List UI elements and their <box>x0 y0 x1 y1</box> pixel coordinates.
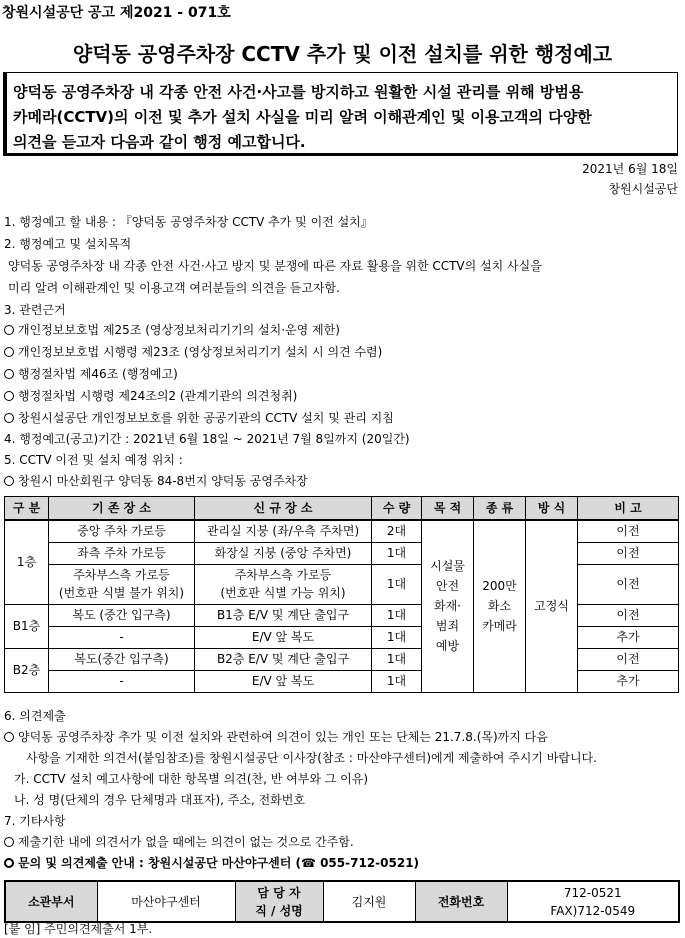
type-cell: 200만 화소 카메라 <box>474 520 526 692</box>
purpose-cell: 시설물 안전 화재· 범죄 예방 <box>422 520 474 692</box>
circle-bullet-icon <box>4 476 14 486</box>
quantity: 1대 <box>372 670 422 692</box>
new-location: B1층 E/V 및 계단 출입구 <box>195 604 372 626</box>
note: 추가 <box>578 626 679 648</box>
old-location: 복도(중간 입구측) <box>49 648 195 670</box>
method-cell: 고정식 <box>526 520 578 692</box>
opinion-text: 양덕동 공영주차장 추가 및 이전 설치와 관련하여 의견이 있는 개인 또는 단체는 21.7.8.(목)까지 다음 <box>4 729 548 745</box>
department-table <box>4 880 680 923</box>
table-header: 종 류 <box>474 497 526 521</box>
section-3-heading: 3. 관련근거 <box>4 303 66 317</box>
circle-bullet-icon <box>4 325 14 335</box>
old-location: 복도 (중간 입구측) <box>49 604 195 626</box>
table-header: 방 식 <box>526 497 578 521</box>
table-header: 구 분 <box>5 497 49 521</box>
intro-box <box>3 72 678 156</box>
floor-cell: B1층 <box>5 604 49 648</box>
location-item: 창원시 마산회원구 양덕동 84-8번지 양덕동 공영주차장 <box>4 473 308 489</box>
quantity: 1대 <box>372 626 422 648</box>
intro-line: 양덕동 공영주차장 내 각종 안전 사건·사고를 방지하고 원활한 시설 관리를 위해 방범용 <box>13 83 584 101</box>
new-location: B2층 E/V 및 계단 출입구 <box>195 648 372 670</box>
old-location: 주차부스측 가로등 (번호판 식별 불가 위치) <box>49 564 195 604</box>
section-2-body: 양덕동 공영주차장 내 각종 안전 사건·사고 방지 및 분쟁에 따른 자료 활용을 위한 CCTV의 설치 사실을 <box>8 259 542 273</box>
section-1: 1. 행정예고 할 내용 : 『양덕동 공영주차장 CCTV 추가 및 이전 설치』 <box>4 215 373 229</box>
circle-bullet-icon <box>4 837 14 847</box>
section-7-heading: 7. 기타사항 <box>4 814 66 828</box>
new-location: 화장실 지붕 (중앙 주차면) <box>195 542 372 564</box>
circle-bullet-icon <box>4 732 14 742</box>
staff-value: 김지원 <box>323 881 415 922</box>
basis-item: 개인정보보호법 시행령 제23조 (영상정보처리기기 설치 시 의견 수렴) <box>4 344 382 360</box>
circle-bullet-icon <box>4 347 14 357</box>
dept-value: 마산야구센터 <box>97 881 235 922</box>
section-6-heading: 6. 의견제출 <box>4 709 66 723</box>
new-location: 주차부스측 가로등 (번호판 식별 가능 위치) <box>195 564 372 604</box>
table-header: 신 규 장 소 <box>195 497 372 521</box>
quantity: 1대 <box>372 564 422 604</box>
opinion-item: 나. 성 명(단체의 경우 단체명과 대표자), 주소, 전화번호 <box>14 793 305 807</box>
basis-item: 개인정보보호법 제25조 (영상정보처리기기의 설치·운영 제한) <box>4 322 340 338</box>
floor-cell: 1층 <box>5 520 49 604</box>
cctv-table <box>4 496 679 693</box>
quantity: 1대 <box>372 542 422 564</box>
intro-line: 의견을 듣고자 다음과 같이 행정 예고합니다. <box>13 133 306 151</box>
issuing-org: 창원시설공단 <box>608 182 678 196</box>
circle-bullet-icon <box>4 391 14 401</box>
note: 이전 <box>578 520 679 542</box>
section-2-heading: 2. 행정예고 및 설치목적 <box>4 237 132 251</box>
basis-item: 행정절차법 제46조 (행정예고) <box>4 366 178 382</box>
note: 이전 <box>578 542 679 564</box>
staff-label: 담 당 자 직 / 성명 <box>235 881 323 922</box>
table-header: 목 적 <box>422 497 474 521</box>
table-header: 비 고 <box>578 497 679 521</box>
phone-label: 전화번호 <box>415 881 507 922</box>
note: 이전 <box>578 564 679 604</box>
section-4: 4. 행정예고(공고)기간 : 2021년 6월 18일 ~ 2021년 7월 8일까지 (20일간) <box>4 432 410 446</box>
note: 이전 <box>578 604 679 626</box>
new-location: E/V 앞 복도 <box>195 626 372 648</box>
quantity: 2대 <box>372 520 422 542</box>
dept-label: 소관부서 <box>5 881 97 922</box>
note: 추가 <box>578 670 679 692</box>
floor-cell: B2층 <box>5 648 49 692</box>
section-2-body: 미리 알려 이해관계인 및 이용고객 여러분들의 의견을 듣고자함. <box>8 281 340 295</box>
quantity: 1대 <box>372 648 422 670</box>
basis-item: 행정절차법 시행령 제24조의2 (관계기관의 의견청취) <box>4 388 297 404</box>
section-5-heading: 5. CCTV 이전 및 설치 예정 위치 : <box>4 453 183 467</box>
old-location: - <box>49 670 195 692</box>
quantity: 1대 <box>372 604 422 626</box>
other-note: 제출기한 내에 의견서가 없을 때에는 의견이 없는 것으로 간주함. <box>4 834 354 850</box>
opinion-item: 가. CCTV 설치 예고사항에 대한 항목별 의견(찬, 반 여부와 그 이유) <box>14 772 369 786</box>
phone-value: 712-0521 FAX)712-0549 <box>507 881 679 922</box>
intro-line: 카메라(CCTV)의 이전 및 추가 설치 사실을 미리 알려 이해관계인 및 이용고객의 다양한 <box>13 108 592 126</box>
old-location: 중앙 주차 가로등 <box>49 520 195 542</box>
table-header: 기 존 장 소 <box>49 497 195 521</box>
old-location: 좌측 주차 가로등 <box>49 542 195 564</box>
opinion-text: 사항을 기재한 의견서(붙임참조)를 창원시설공단 이사장(참조 : 마산야구센터)에게 제출하여 주시기 바랍니다. <box>26 751 597 765</box>
circle-bullet-icon <box>4 413 14 423</box>
contact-info: 문의 및 의견제출 안내 : 창원시설공단 마산야구센터 (☎ 055-712-0521) <box>4 855 419 871</box>
table-header: 수 량 <box>372 497 422 521</box>
basis-item: 창원시설공단 개인정보보호를 위한 공공기관의 CCTV 설치 및 관리 지침 <box>4 410 394 426</box>
notice-date: 2021년 6월 18일 <box>582 162 678 176</box>
new-location: E/V 앞 복도 <box>195 670 372 692</box>
circle-bullet-icon <box>4 858 14 868</box>
notice-number: 창원시설공단 공고 제2021 - 071호 <box>2 5 231 21</box>
page-title: 양덕동 공영주차장 CCTV 추가 및 이전 설치를 위한 행정예고 <box>72 42 613 66</box>
note: 이전 <box>578 648 679 670</box>
circle-bullet-icon <box>4 369 14 379</box>
attachment-note: [붙 임] 주민의견제출서 1부. <box>4 922 153 936</box>
old-location: - <box>49 626 195 648</box>
new-location: 관리실 지붕 (좌/우측 주차면) <box>195 520 372 542</box>
